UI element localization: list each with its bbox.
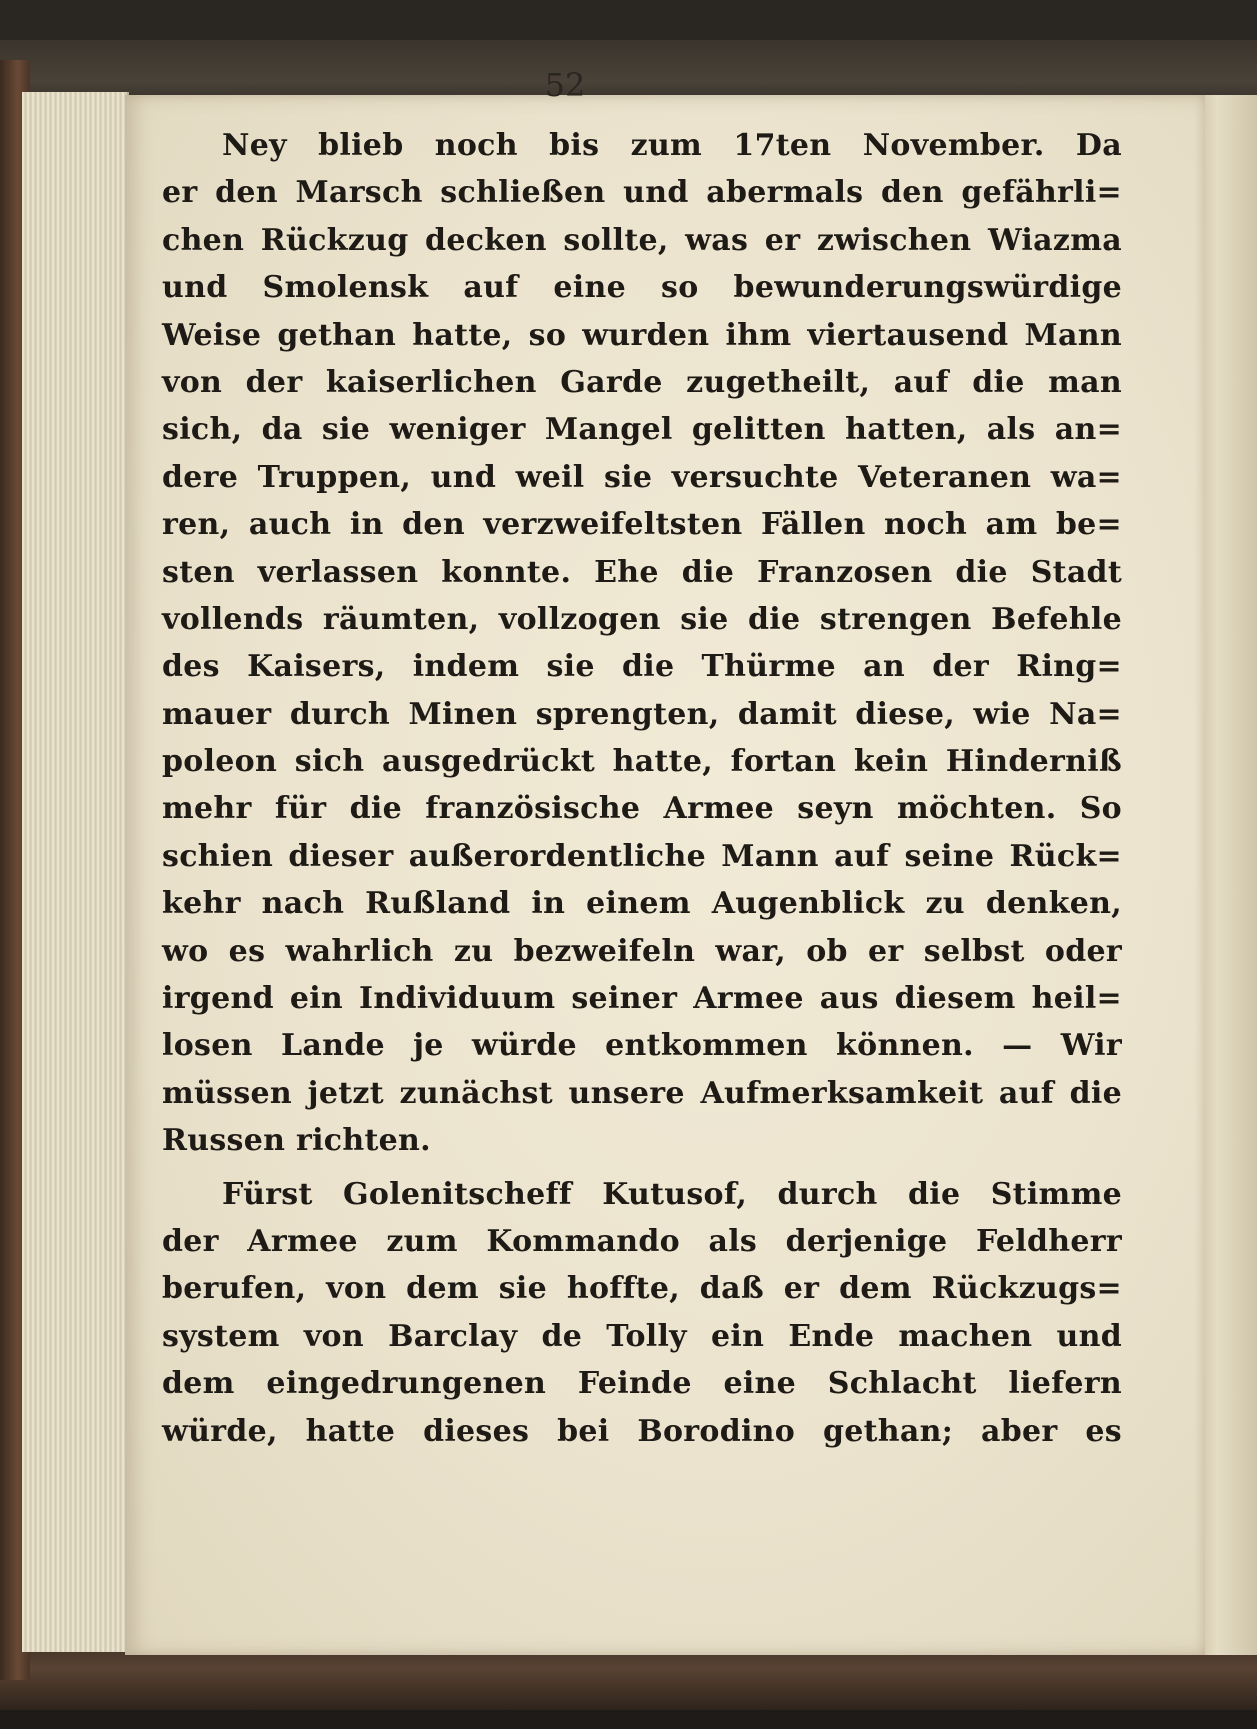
text-line: dem eingedrungenen Feinde eine Schlacht liefern [162, 1366, 1122, 1402]
facing-page-edge [1200, 95, 1257, 1655]
page-number: 52 [544, 66, 586, 104]
text-line: mehr für die französische Armee seyn möchten. So [162, 791, 1122, 827]
page-stack-edges [22, 92, 129, 1652]
text-line: des Kaisers, indem sie die Thürme an der Ring= [162, 649, 1122, 685]
text-line: irgend ein Individuum seiner Armee aus diesem heil= [162, 981, 1122, 1017]
text-line: Weise gethan hatte, so wurden ihm viertausend Mann [162, 317, 1122, 353]
page-text [162, 122, 1122, 1455]
text-line: würde, hatte dieses bei Borodino gethan; aber es [162, 1413, 1122, 1449]
text-line: Ney blieb noch bis zum 17ten November. Da [222, 128, 1122, 163]
text-line: losen Lande je würde entkommen können. — Wir [162, 1028, 1122, 1064]
text-line: mauer durch Minen sprengten, damit diese, wie Na= [162, 696, 1122, 732]
text-line: sich, da sie weniger Mangel gelitten hatten, als an= [162, 412, 1122, 448]
text-line: Fürst Golenitscheff Kutusof, durch die Stimme [222, 1176, 1122, 1212]
text-line: berufen, von dem sie hoffte, daß er dem Rückzugs= [162, 1271, 1122, 1307]
text-line: der Armee zum Kommando als derjenige Feldherr [162, 1223, 1122, 1259]
text-line: poleon sich ausgedrückt hatte, fortan kein Hinderniß [162, 744, 1122, 780]
text-line: dere Truppen, und weil sie versuchte Veteranen wa= [162, 459, 1122, 495]
text-line: von der kaiserlichen Garde zugetheilt, auf die man [162, 364, 1122, 400]
text-line: schien dieser außerordentliche Mann auf seine Rück= [162, 838, 1122, 874]
text-line: sten verlassen konnte. Ehe die Franzosen die Stadt [162, 554, 1122, 590]
text-line: chen Rückzug decken sollte, was er zwischen Wiazma [162, 222, 1122, 258]
text-line: Russen richten. [162, 1123, 431, 1159]
text-line: müssen jetzt zunächst unsere Aufmerksamkeit auf die [162, 1075, 1122, 1111]
text-line: wo es wahrlich zu bezweifeln war, ob er selbst oder [162, 933, 1122, 969]
text-line: system von Barclay de Tolly ein Ende machen und [162, 1318, 1122, 1354]
text-line: er den Marsch schließen und abermals den gefährli= [162, 175, 1122, 211]
text-line: vollends räumten, vollzogen sie die strengen Befehle [162, 601, 1122, 637]
text-line: ren, auch in den verzweifeltsten Fällen noch am be= [162, 507, 1122, 543]
text-line: und Smolensk auf eine so bewunderungswürdige [162, 270, 1122, 306]
text-line: kehr nach Rußland in einem Augenblick zu denken, [162, 886, 1122, 922]
